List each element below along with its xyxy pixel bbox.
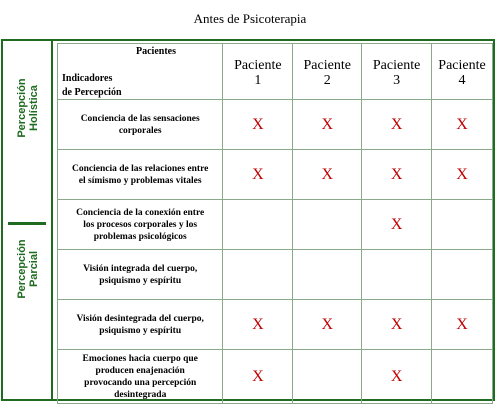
indicator-line: los procesos corporales y los <box>83 219 198 230</box>
patient-header-4-number: 4 <box>458 73 466 88</box>
mark-cell: X <box>223 100 293 150</box>
indicator-line: provocando una percepción <box>84 377 197 388</box>
indicator-cell <box>58 200 223 250</box>
patient-header-1-number: 1 <box>254 73 262 88</box>
patient-header-2 <box>293 44 362 100</box>
patient-header-3 <box>362 44 432 100</box>
patient-header-4 <box>432 44 493 100</box>
mark-cell: X <box>223 150 293 200</box>
indicator-line: el símismo y problemas vitales <box>78 175 202 186</box>
mark-cell: X <box>362 350 432 404</box>
indicator-line: desintegrada <box>114 389 167 400</box>
indicator-line: corporales <box>118 125 162 136</box>
mark-cell: X <box>432 300 493 350</box>
indicator-line: psiquismo y espíritu <box>99 275 182 286</box>
header-pacientes: Pacientes <box>136 46 176 57</box>
category-label-parcial-line2: Parcial <box>28 250 40 288</box>
mark-cell: X <box>362 150 432 200</box>
table-row <box>58 200 493 250</box>
patient-header-3-label: Paciente <box>372 58 421 73</box>
mark-cell: X <box>223 300 293 350</box>
mark-cell <box>223 200 293 250</box>
mark-cell: X <box>293 150 362 200</box>
category-label-holistica-line2: Holística <box>28 85 40 131</box>
indicator-cell <box>58 350 223 404</box>
mark-cell <box>362 250 432 300</box>
indicator-line: producen enajenación <box>95 365 185 376</box>
table-row <box>58 250 493 300</box>
mark-cell <box>293 200 362 250</box>
table-row <box>58 150 493 200</box>
indicator-line: psiquismo y espíritu <box>99 325 182 336</box>
indicator-line: Conciencia de las sensaciones <box>80 113 200 124</box>
perception-table-frame <box>1 39 495 401</box>
patient-header-3-number: 3 <box>393 73 401 88</box>
mark-cell: X <box>362 300 432 350</box>
patient-header-4-label: Paciente <box>438 58 486 73</box>
table-row <box>58 350 493 404</box>
category-separator <box>8 222 46 225</box>
mark-cell <box>293 250 362 300</box>
header-indicadores-line2: de Percepción <box>62 87 122 98</box>
table-row <box>58 100 493 150</box>
mark-cell <box>432 200 493 250</box>
mark-cell: X <box>432 100 493 150</box>
mark-cell <box>432 250 493 300</box>
indicator-cell <box>58 100 223 150</box>
indicator-line: problemas psicológicos <box>93 231 187 242</box>
header-indicadores <box>62 72 122 100</box>
category-label-holistica-line1: Percepción <box>16 78 28 138</box>
mark-cell: X <box>432 150 493 200</box>
mark-cell: X <box>293 300 362 350</box>
indicator-line: Visión desintegrada del cuerpo, <box>76 313 204 324</box>
indicator-cell <box>58 300 223 350</box>
mark-cell <box>293 350 362 404</box>
mark-cell <box>223 250 293 300</box>
patient-header-2-label: Paciente <box>303 58 351 73</box>
category-label-holistica <box>16 78 40 137</box>
indicator-line: Visión integrada del cuerpo, <box>83 263 198 274</box>
table-row <box>58 300 493 350</box>
indicator-line: Conciencia de las relaciones entre <box>72 163 209 174</box>
header-indicadores-line1: Indicadores <box>62 73 113 84</box>
perception-table <box>57 43 493 404</box>
header-row <box>58 44 493 100</box>
indicator-line: Conciencia de la conexión entre <box>76 207 205 218</box>
mark-cell: X <box>293 100 362 150</box>
mark-cell <box>432 350 493 404</box>
page-title: Antes de Psicoterapia <box>193 11 307 26</box>
header-corner-cell <box>58 44 223 100</box>
patient-header-2-number: 2 <box>323 73 331 88</box>
category-label-parcial-line1: Percepción <box>16 239 28 299</box>
mark-cell: X <box>362 200 432 250</box>
indicator-cell <box>58 250 223 300</box>
indicator-cell <box>58 150 223 200</box>
patient-header-1 <box>223 44 293 100</box>
patient-header-1-label: Paciente <box>234 58 282 73</box>
category-column <box>3 41 53 399</box>
mark-cell: X <box>362 100 432 150</box>
mark-cell: X <box>223 350 293 404</box>
category-label-parcial <box>16 239 40 298</box>
indicator-line: Emociones hacia cuerpo que <box>82 353 198 364</box>
